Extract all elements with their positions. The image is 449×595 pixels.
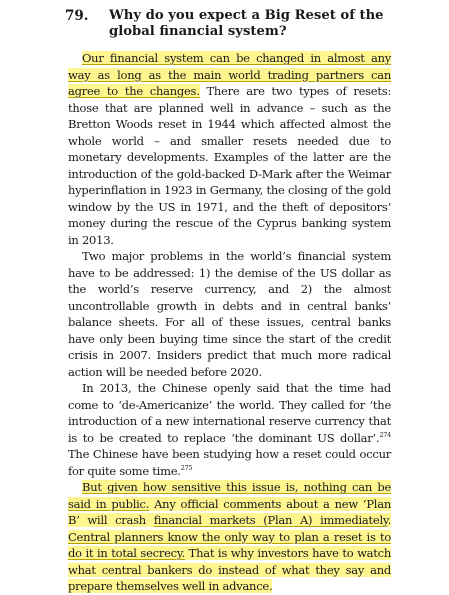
highlight-segment-1[interactable] bbox=[68, 480, 391, 593]
paragraph-3-body-2: The Chinese have been studying how a reset could occur for quite some time. bbox=[68, 447, 391, 478]
paragraph-1-body: There are two types of resets: those that are planned well in advance – such as the Bretton Woods reset in 1944 which affected almost the whole world – and smaller resets needed due to monetary developments. Examples of the latter are the introduction of the gold-backed D-Mark after the Weimar hyperinflation in 1923 in Germany, the closing of the gold window by the US in 1971, and the theft of depositors’ money during the rescue of the Cyprus banking system in 2013. bbox=[68, 84, 391, 247]
underlined-phrase: financial markets (Plan A) immediately bbox=[153, 513, 388, 527]
question-number: 79. bbox=[65, 8, 89, 24]
paragraph-3 bbox=[68, 380, 391, 479]
footnote-ref-275[interactable]: 275 bbox=[180, 463, 193, 472]
highlight-text-6: That is why investors have to watch what central bankers do instead of what they say and prepare themselves well in advance. bbox=[68, 546, 392, 593]
paragraph-1 bbox=[68, 50, 391, 248]
paragraph-3-body: In 2013, the Chinese openly said that the time had come to ‘de-Americanize’ the world. They called for ‘the introduction of a new international reserve currency that is to be created to replace ‘the dominant US dollar’. bbox=[68, 381, 391, 445]
paragraph-4 bbox=[68, 479, 391, 595]
highlighted-sentence[interactable]: Our financial system can be changed in almost any way as long as the main world trading partners can agree to the changes. bbox=[68, 51, 391, 98]
question-title: Why do you expect a Big Reset of the global financial system? bbox=[109, 8, 384, 39]
highlight-text-4: . bbox=[387, 513, 391, 527]
paragraph-2 bbox=[68, 248, 391, 380]
question-heading bbox=[65, 8, 391, 40]
underlined-sentence: But given how sensitive this issue is, nothing can be said in public. bbox=[68, 480, 391, 511]
underlined-sentence-2: Central planners know the only way to plan a reset is to do it in total secrecy. bbox=[68, 529, 391, 560]
footnote-ref-274[interactable]: 274 bbox=[379, 430, 391, 439]
paragraph-2-body: Two major problems in the world’s financial system have to be addressed: 1) the demise of the US dollar as the world’s reserve currency, and 2) the almost uncontrollable growth in debts and in central banks’ balance sheets. For all of these issues, central banks have only been buying time since the start of the credit crisis in 2007. Insiders predict that much more radical action will be needed before 2020. bbox=[68, 249, 391, 379]
highlight-text-2: Any official comments about a new ‘Plan B’ will crash bbox=[68, 496, 391, 527]
